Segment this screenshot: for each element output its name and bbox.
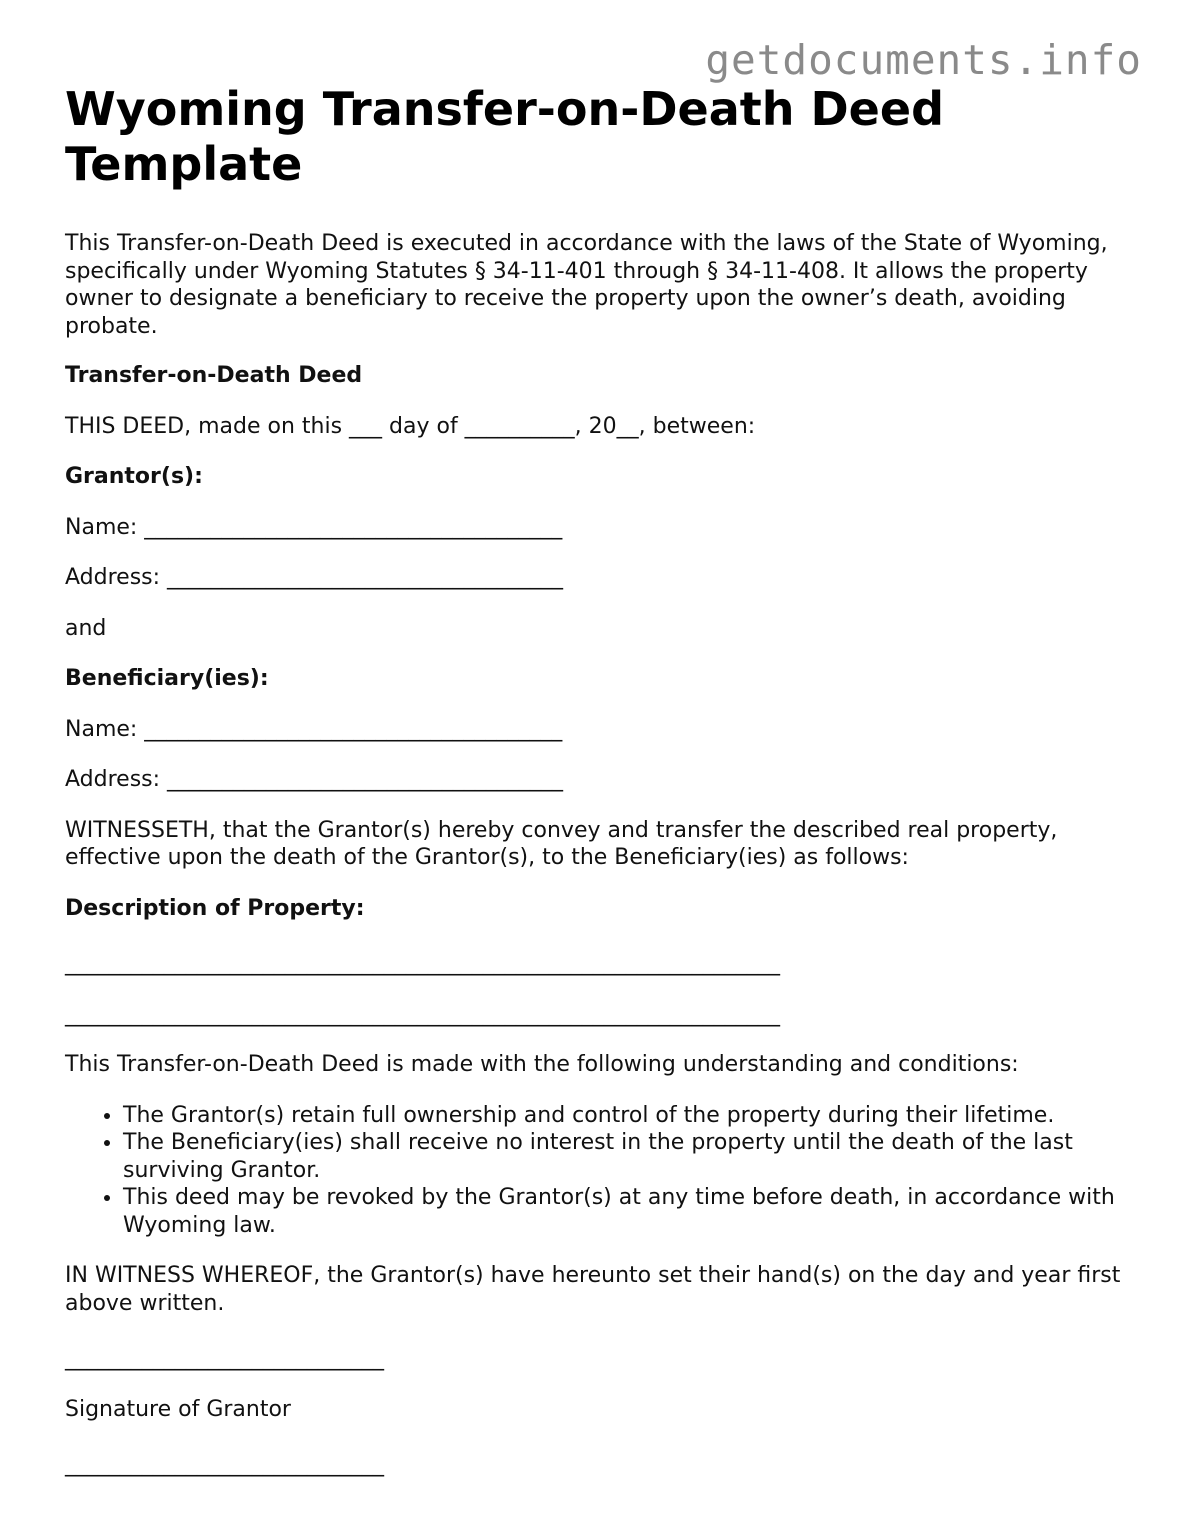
in-witness-paragraph: IN WITNESS WHEREOF, the Grantor(s) have hereunto set their hand(s) on the day and year first above written. xyxy=(65,1263,1121,1316)
grantor-name-field: Name: ______________________________________ xyxy=(65,514,563,540)
beneficiary-name-field: Name: ______________________________________ xyxy=(65,716,563,742)
grantor-heading: Grantor(s): xyxy=(65,464,203,489)
deed-date-line: THIS DEED, made on this ___ day of __________, 20__, between: xyxy=(65,413,756,439)
deed-heading: Transfer-on-Death Deed xyxy=(65,363,363,388)
beneficiary-heading: Beneficiary(ies): xyxy=(65,666,269,691)
watermark-text: getdocuments.info xyxy=(705,36,1142,84)
condition-item: • This deed may be revoked by the Grantor(s) at any time before death, in accordance with Wyoming law. xyxy=(123,1184,1125,1239)
beneficiary-address-field: Address: ____________________________________ xyxy=(65,767,564,792)
and-text: and xyxy=(65,615,107,641)
witnesseth-paragraph: WITNESSETH, that the Grantor(s) hereby convey and transfer the described real property, effective upon the death of the Grantor(s), to the Beneficiary(ies) as follows: xyxy=(65,817,1058,870)
condition-item: • The Beneficiary(ies) shall receive no interest in the property until the death of the last surviving Grantor. xyxy=(123,1129,1125,1184)
signature-line-2: _____________________________ xyxy=(65,1452,384,1477)
conditions-intro: This Transfer-on-Death Deed is made with the following understanding and conditions: xyxy=(65,1052,1019,1077)
intro-paragraph: This Transfer-on-Death Deed is executed in accordance with the laws of the State of Wyoming, specifically under Wyoming Statutes § 34-11-401 through § 34-11-408. It allows the property owner to designate a beneficiary to receive the property upon the owner’s death, avoiding probate. xyxy=(65,231,1108,339)
property-line-2: _________________________________________________________________ xyxy=(65,1001,780,1027)
condition-item: • The Grantor(s) retain full ownership and control of the property during their lifetime. xyxy=(123,1102,1125,1130)
property-line-1: _________________________________________________________________ xyxy=(65,951,780,976)
property-heading: Description of Property: xyxy=(65,895,365,921)
signature-line: _____________________________ xyxy=(65,1346,384,1371)
grantor-address-field: Address: ____________________________________ xyxy=(65,565,564,590)
document-title: Wyoming Transfer-on-Death Deed Template xyxy=(65,82,945,191)
document-page xyxy=(65,82,1125,1502)
conditions-list xyxy=(65,1102,1125,1240)
signature-label: Signature of Grantor xyxy=(65,1396,291,1422)
